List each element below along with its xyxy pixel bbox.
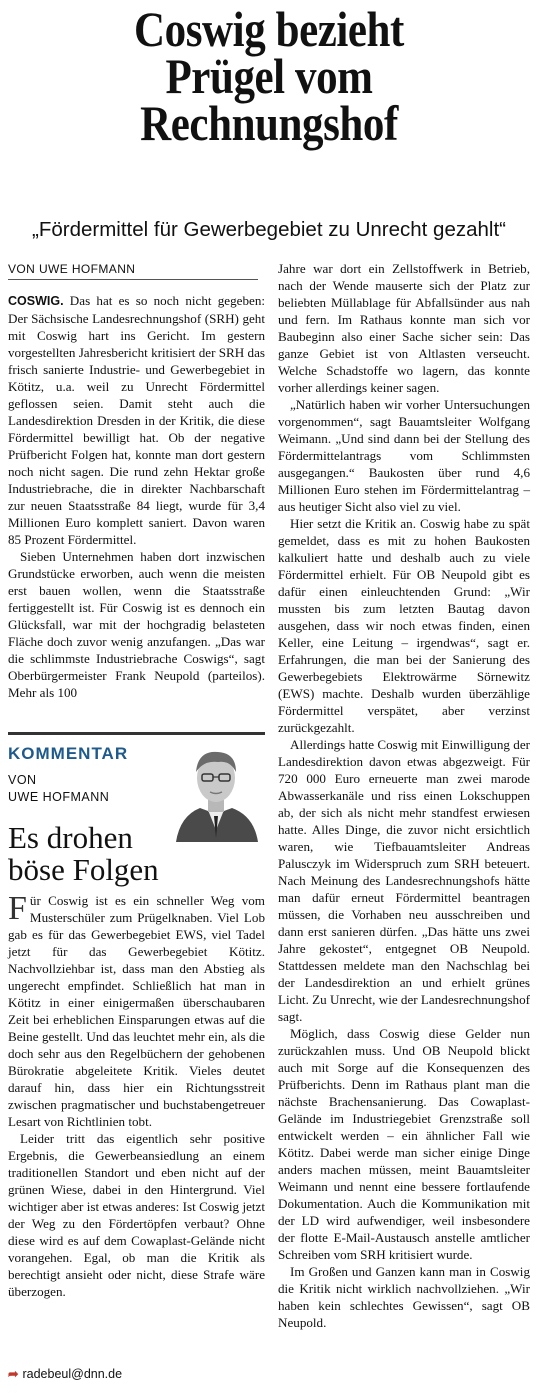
contact-email-link[interactable]: radebeul@dnn.de — [22, 1367, 123, 1381]
comment-paragraph — [8, 892, 265, 1130]
arrow-icon: ➦ — [8, 1367, 19, 1381]
article-column-right — [278, 260, 530, 1331]
headline-line-2: Prügel vom — [165, 48, 373, 104]
paragraph-text: ür Coswig ist es ein schneller Weg vom Musterschüler zum Prügelknaben. Viel Lob gab es für das Gewerbegebiet EWS, viel Tadel jetzt für das Gewerbegebiet Kötitz. Nachvollziehbar ist, dass man den Abstieg als ungerecht empfindet. Schließlich hat man in Kötitz in einer einigermaßen überschaubaren Zeit bei erheblichen Einsparungen etwas auf die Beine gestellt. Und das leuchtet mehr ein, als die doch sehr aus den Regelbüchern der gehobenen Bürokratie abgeleitete Kritik. Vieles deutet darauf hin, dass hier ein Richtungsstreit zwischen pragmatischer und buchstabengetreuer Lesart von Richtlinien tobt. — [8, 893, 265, 1129]
article-column-left — [8, 292, 265, 701]
comment-author — [8, 772, 109, 806]
comment-divider — [8, 732, 265, 735]
article-paragraph: Möglich, dass Coswig diese Gelder nun zurückzahlen muss. Und OB Neupold blickt auch mit Sorge auf die Konsequenzen des Prüfberichts. Denn im Rathaus plant man die nächste Brachensanierung. Das Cowaplast-Gelände im Industriegebiet Grenzstraße soll entwickelt werden – ein ähnlicher Fall wie Kötitz. Dabei werde man sicher einige Dinge anders machen müssen, meint Bauamtsleiter Weimann und nennt eine bessere fortlaufende Dokumentation. Auch die Kommunikation mit der LD wird aufwendiger, weil insbesondere der flotte E-Mail-Austausch anstelle amtlicher Schreiben vom SRH kritisiert wurde. — [278, 1026, 530, 1262]
comment-title-line-1: Es drohen — [8, 820, 133, 855]
comment-author-prefix: VON — [8, 773, 37, 787]
comment-paragraph: Leider tritt das eigentlich sehr positive Ergebnis, die Gewerbeansiedlung an einem traditionellen Standort und eben nicht auf der grünen Wiese, dabei in den Hintergrund. Viel wichtiger aber ist etwas anderes: Ist Coswig jetzt der Weg zu den Fördertöpfen verbaut? Ohne diese wird es auf dem Cowaplast-Gelände nicht vorangehen. Egal, ob man die Kritik als berechtigt ansieht oder nicht, diese Strafe wäre überzogen. — [8, 1131, 265, 1299]
paragraph-text: Das hat es so noch nicht gegeben: Der Sächsische Landesrechnungshof (SRH) geht mit Coswig hart ins Gericht. Im gestern vorgestellten Jahresbericht kritisiert der SRH das frisch sanierte Industrie- und Gewerbegebiet in Kötitz, u.a. weil zu Unrecht Fördermittel geflossen seien. Damit steht auch die Landesdirektion Dresden in der Kritik, die diese Fördermittel bewilligt hat. Ob der negative Prüfbericht Folgen hat, konnte man dort gestern noch nicht sagen. Die rund zehn Hektar große Industriebrache, die in direkter Nachbarschaft zur neuen Staatsstraße 84 liegt, wurde für 3,4 Millionen Euro komplett saniert. Davon waren 85 Prozent Fördermittel. — [8, 293, 265, 547]
article-byline: VON UWE HOFMANN — [8, 262, 258, 280]
comment-label: KOMMENTAR — [8, 744, 129, 763]
headline-line-3: Rechnungshof — [140, 95, 398, 151]
article-paragraph: „Natürlich haben wir vorher Untersuchungen vorgenommen“, sagt Bauamtsleiter Wolfgang Weimann. „Und sind dann bei der Stellung des Fördermittelantrags vom Schlimmsten ausgegangen.“ Baukosten über rund 4,6 Millionen Euro stehen im Fördermittelantrag – aus heutiger Sicht also viel zu viel. — [278, 397, 530, 514]
article-paragraph — [8, 292, 265, 548]
article-paragraph: Im Großen und Ganzen kann man in Coswig die Kritik nicht wirklich nachvollziehen. „Wir haben kein schlechtes Gewissen“, sagt OB Neupold. — [278, 1264, 530, 1330]
comment-body — [8, 892, 265, 1300]
comment-title — [8, 822, 265, 886]
dateline: COSWIG. — [8, 294, 64, 308]
headline-line-1: Coswig bezieht — [134, 1, 404, 57]
article-headline — [38, 1, 501, 151]
comment-author-name: UWE HOFMANN — [8, 790, 110, 804]
article-paragraph: Sieben Unternehmen haben dort inzwischen Grundstücke erworben, auch wenn die meisten erst bauen wollen, wenn die Staatsstraße fertiggestellt ist. Für Coswig ist es dennoch ein Glücksfall, war mit der hochgradig belasteten Fläche doch zuvor wenig anzufangen. „Das war die schlimmste Industriebrache Coswigs“, sagt Oberbürgermeister Frank Neupold (parteilos). Mehr als 100 — [8, 549, 265, 700]
article-paragraph: Hier setzt die Kritik an. Coswig habe zu spät gemeldet, dass es mit zu hohen Baukosten kalkuliert hatte und deshalb auch zu viele Fördermittel erhielt. Für OB Neupold gibt es dafür einen einleuchtenden Grund: „Wir mussten bis zum letzten Bautag davon ausgehen, dass wir noch etwas finden, einen Keller, eine Leitung – irgendwas“, sagt er. Erfahrungen, die man bei der Sanierung des Gewerbegebiets Elektrowärme Sörnewitz (EWS) machte. Deshalb wurden überzählige Fördermittel verspätet, aber verzinst zurückgezahlt. — [278, 516, 530, 735]
article-subheadline: „Fördermittel für Gewerbegebiet zu Unrecht gezahlt“ — [32, 218, 506, 241]
dropcap: F — [8, 890, 27, 927]
comment-title-line-2: böse Folgen — [8, 852, 159, 887]
article-paragraph: Jahre war dort ein Zellstoffwerk in Betrieb, nach der Wende mauserte sich der Platz zur beliebten Müllablage für Abfallsünder aus nah und fern. Im Rathaus konnte man sich vor Baubeginn also einer Sache sicher sein: Das ganze Gebiet ist von Altlasten verseucht. Welche Schadstoffe wo lagern, das konnte vorher allerdings keiner sagen. — [278, 261, 530, 395]
article-paragraph: Allerdings hatte Coswig mit Einwilligung der Landesdirektion davon etwas abgezweigt. Für 720 000 Euro erneuerte man zwei marode Abwasserkanäle und riss einen Lokschuppen ab, der sich als nicht mehr standfest erwiesen hatte. Alles Dinge, die zuvor nicht ersichtlich waren, wie Tiefbauamtsleiter Andreas Palusczyk im Widerspruch zum SRH beteuert. Nach Meinung des Landesrechnungshofs hätte man dafür erneut Fördermittel beantragen müssen, die Vorhaben neu ausschreiben und dann erst sanieren dürfen. „Das hätte uns zwei Jahre gekostet“, entgegnet OB Neupold. Stattdessen meldete man den Nachschlag bei der Landesdirektion an und erhielt grünes Licht. Zu Unrecht, wie der Landesrechnungshof sagt. — [278, 737, 530, 1024]
contact-footer — [8, 1366, 122, 1381]
